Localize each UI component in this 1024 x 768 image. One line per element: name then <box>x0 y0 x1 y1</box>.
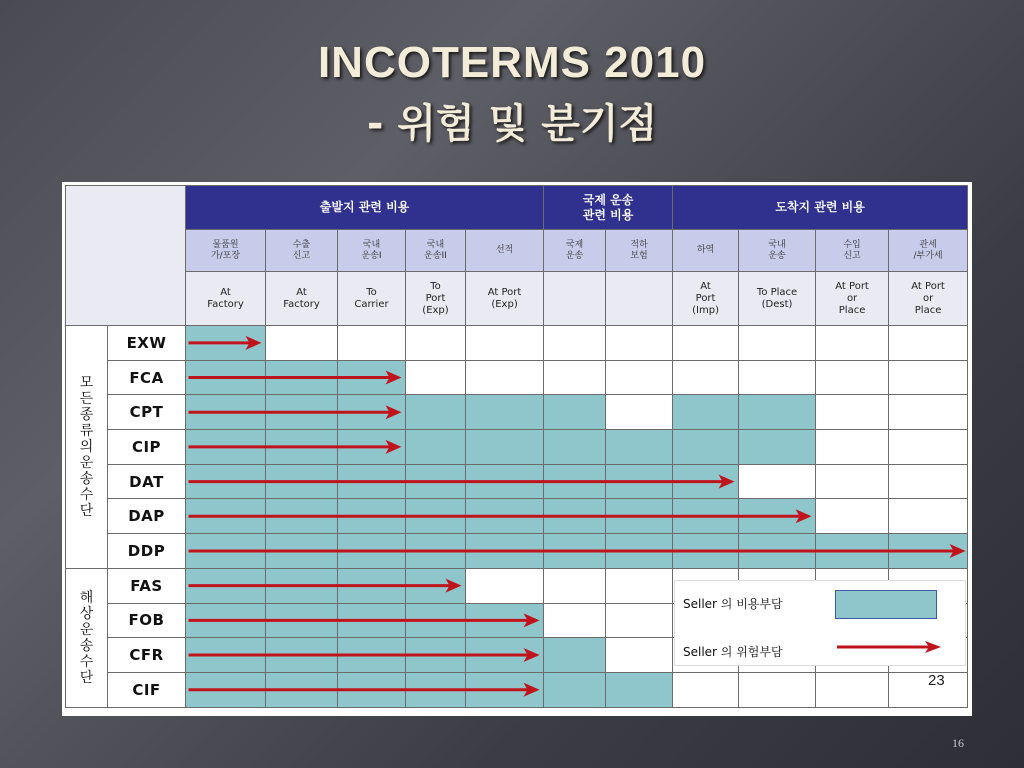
seller-cost-cell <box>266 430 338 465</box>
transport-mode-char: 종 <box>79 406 94 423</box>
seller-cost-cell <box>406 603 466 638</box>
seller-cost-cell <box>739 499 816 534</box>
seller-cost-cell <box>606 672 673 707</box>
incoterm-code: CPT <box>108 395 186 430</box>
seller-cost-cell <box>466 534 544 569</box>
table-row <box>66 499 968 534</box>
column-header-kr: 국내 운송 <box>739 230 816 272</box>
seller-cost-cell <box>466 499 544 534</box>
incoterm-code: DAP <box>108 499 186 534</box>
seller-cost-cell <box>186 464 266 499</box>
seller-cost-cell <box>266 568 338 603</box>
buyer-cost-cell <box>816 395 889 430</box>
incoterm-code: DAT <box>108 464 186 499</box>
buyer-cost-cell <box>673 360 739 395</box>
table-row <box>66 360 968 395</box>
seller-cost-cell <box>816 534 889 569</box>
seller-cost-cell <box>338 534 406 569</box>
seller-cost-cell <box>673 464 739 499</box>
incoterm-code: FAS <box>108 568 186 603</box>
buyer-cost-cell <box>816 672 889 707</box>
seller-cost-cell <box>266 360 338 395</box>
buyer-cost-cell <box>406 326 466 361</box>
seller-cost-cell <box>338 568 406 603</box>
seller-cost-cell <box>338 360 406 395</box>
seller-cost-cell <box>466 395 544 430</box>
buyer-cost-cell <box>544 568 606 603</box>
buyer-cost-cell <box>816 430 889 465</box>
seller-cost-cell <box>406 395 466 430</box>
seller-cost-cell <box>544 464 606 499</box>
seller-cost-cell <box>544 430 606 465</box>
seller-cost-cell <box>466 464 544 499</box>
buyer-cost-cell <box>889 395 968 430</box>
seller-cost-cell <box>544 534 606 569</box>
seller-cost-cell <box>406 499 466 534</box>
seller-cost-cell <box>338 672 406 707</box>
transport-mode-char: 든 <box>79 390 94 407</box>
seller-cost-cell <box>466 638 544 673</box>
buyer-cost-cell <box>266 326 338 361</box>
seller-cost-cell <box>673 534 739 569</box>
table-row <box>66 672 968 707</box>
seller-cost-cell <box>606 430 673 465</box>
seller-cost-cell <box>739 430 816 465</box>
legend-risk-arrow-icon <box>833 639 945 655</box>
column-header-kr: 하역 <box>673 230 739 272</box>
column-header-kr: 적하 보험 <box>606 230 673 272</box>
seller-cost-cell <box>606 534 673 569</box>
seller-cost-cell <box>266 395 338 430</box>
buyer-cost-cell <box>739 672 816 707</box>
seller-cost-cell <box>606 499 673 534</box>
seller-cost-cell <box>544 395 606 430</box>
seller-cost-cell <box>673 395 739 430</box>
column-header-kr: 국제 운송 <box>544 230 606 272</box>
buyer-cost-cell <box>466 326 544 361</box>
seller-cost-cell <box>266 464 338 499</box>
seller-cost-cell <box>186 499 266 534</box>
incoterm-code: CIP <box>108 430 186 465</box>
seller-cost-cell <box>186 638 266 673</box>
buyer-cost-cell <box>606 603 673 638</box>
seller-cost-cell <box>266 499 338 534</box>
seller-cost-cell <box>338 395 406 430</box>
seller-cost-cell <box>406 430 466 465</box>
column-header-kr: 관세 /부가세 <box>889 230 968 272</box>
legend <box>674 580 966 666</box>
seller-cost-cell <box>266 672 338 707</box>
column-header-kr: 국내 운송II <box>406 230 466 272</box>
buyer-cost-cell <box>816 464 889 499</box>
incoterm-code: FOB <box>108 603 186 638</box>
seller-cost-cell <box>466 603 544 638</box>
buyer-cost-cell <box>889 360 968 395</box>
seller-cost-cell <box>266 534 338 569</box>
seller-cost-cell <box>186 568 266 603</box>
seller-cost-cell <box>338 603 406 638</box>
buyer-cost-cell <box>606 395 673 430</box>
column-header-en: At Factory <box>186 272 266 326</box>
buyer-cost-cell <box>889 430 968 465</box>
seller-cost-cell <box>338 499 406 534</box>
table-row <box>66 430 968 465</box>
column-header-en: At Port or Place <box>816 272 889 326</box>
table-row <box>66 395 968 430</box>
seller-cost-cell <box>544 672 606 707</box>
group-header: 출발지 관련 비용 <box>186 186 544 230</box>
seller-cost-cell <box>338 464 406 499</box>
seller-cost-cell <box>673 430 739 465</box>
buyer-cost-cell <box>544 603 606 638</box>
buyer-cost-cell <box>544 326 606 361</box>
incoterm-code: FCA <box>108 360 186 395</box>
incoterm-code: CFR <box>108 638 186 673</box>
table-page-number: 23 <box>928 672 945 689</box>
seller-cost-cell <box>186 360 266 395</box>
buyer-cost-cell <box>406 360 466 395</box>
buyer-cost-cell <box>889 326 968 361</box>
seller-cost-cell <box>466 672 544 707</box>
transport-mode-char: 상 <box>79 605 94 622</box>
buyer-cost-cell <box>889 464 968 499</box>
seller-cost-cell <box>186 395 266 430</box>
seller-cost-cell <box>406 464 466 499</box>
seller-cost-cell <box>739 534 816 569</box>
slide-subtitle: - 위험 및 분기점 <box>366 101 658 147</box>
group-header: 도착지 관련 비용 <box>673 186 968 230</box>
buyer-cost-cell <box>466 568 544 603</box>
transport-mode-char: 의 <box>79 438 94 455</box>
column-header-kr: 수입 신고 <box>816 230 889 272</box>
seller-cost-cell <box>338 638 406 673</box>
column-header-en: At Port (Imp) <box>673 272 739 326</box>
buyer-cost-cell <box>889 499 968 534</box>
seller-cost-cell <box>544 499 606 534</box>
transport-mode-char: 류 <box>79 422 94 439</box>
seller-cost-cell <box>186 430 266 465</box>
table-row <box>66 326 968 361</box>
column-header-kr: 선적 <box>466 230 544 272</box>
buyer-cost-cell <box>816 499 889 534</box>
buyer-cost-cell <box>673 326 739 361</box>
seller-cost-cell <box>266 638 338 673</box>
incoterm-code: EXW <box>108 326 186 361</box>
buyer-cost-cell <box>606 360 673 395</box>
seller-cost-cell <box>606 464 673 499</box>
incoterm-code: CIF <box>108 672 186 707</box>
seller-cost-cell <box>406 638 466 673</box>
transport-mode-char: 운 <box>79 621 94 638</box>
seller-cost-cell <box>338 430 406 465</box>
seller-cost-cell <box>673 499 739 534</box>
buyer-cost-cell <box>606 326 673 361</box>
table-row <box>66 464 968 499</box>
seller-cost-cell <box>186 534 266 569</box>
transport-mode-char: 수 <box>79 486 94 503</box>
column-header-kr: 국내 운송I <box>338 230 406 272</box>
transport-mode-label <box>66 326 108 569</box>
seller-cost-cell <box>739 395 816 430</box>
seller-cost-cell <box>186 672 266 707</box>
seller-cost-cell <box>544 638 606 673</box>
seller-cost-cell <box>266 603 338 638</box>
group-header: 국제 운송 관련 비용 <box>544 186 673 230</box>
seller-cost-cell <box>186 603 266 638</box>
buyer-cost-cell <box>816 326 889 361</box>
slide-number: 16 <box>952 736 964 750</box>
transport-mode-label <box>66 568 108 707</box>
seller-cost-cell <box>186 326 266 361</box>
buyer-cost-cell <box>816 360 889 395</box>
transport-mode-char: 송 <box>79 637 94 654</box>
column-header-en: To Carrier <box>338 272 406 326</box>
seller-cost-cell <box>406 534 466 569</box>
legend-cost-label: Seller 의 비용부담 <box>683 597 783 611</box>
buyer-cost-cell <box>338 326 406 361</box>
transport-mode-char: 운 <box>79 454 94 471</box>
slide-title: INCOTERMS 2010 <box>317 38 707 87</box>
transport-mode-char: 단 <box>79 502 94 519</box>
buyer-cost-cell <box>739 360 816 395</box>
seller-cost-cell <box>466 430 544 465</box>
column-header-kr: 수출 신고 <box>266 230 338 272</box>
legend-cost-swatch <box>835 590 937 619</box>
column-header-en: To Port (Exp) <box>406 272 466 326</box>
buyer-cost-cell <box>466 360 544 395</box>
column-header-en <box>544 272 606 326</box>
incoterms-table-panel <box>62 182 972 716</box>
legend-risk-label: Seller 의 위험부담 <box>683 645 783 659</box>
column-header-en: At Port or Place <box>889 272 968 326</box>
buyer-cost-cell <box>739 326 816 361</box>
column-header-en: At Factory <box>266 272 338 326</box>
transport-mode-char: 해 <box>79 589 94 606</box>
column-header-en: To Place (Dest) <box>739 272 816 326</box>
table-corner-cell <box>66 186 186 326</box>
seller-cost-cell <box>889 534 968 569</box>
buyer-cost-cell <box>673 672 739 707</box>
column-header-en: At Port (Exp) <box>466 272 544 326</box>
buyer-cost-cell <box>739 464 816 499</box>
buyer-cost-cell <box>606 568 673 603</box>
transport-mode-char: 수 <box>79 653 94 670</box>
transport-mode-char: 단 <box>79 669 94 686</box>
transport-mode-char: 송 <box>79 470 94 487</box>
buyer-cost-cell <box>544 360 606 395</box>
column-header-kr: 물품원 가/포장 <box>186 230 266 272</box>
table-row <box>66 534 968 569</box>
incoterm-code: DDP <box>108 534 186 569</box>
seller-cost-cell <box>406 568 466 603</box>
seller-cost-cell <box>406 672 466 707</box>
buyer-cost-cell <box>606 638 673 673</box>
column-header-en <box>606 272 673 326</box>
transport-mode-char: 모 <box>79 374 94 391</box>
